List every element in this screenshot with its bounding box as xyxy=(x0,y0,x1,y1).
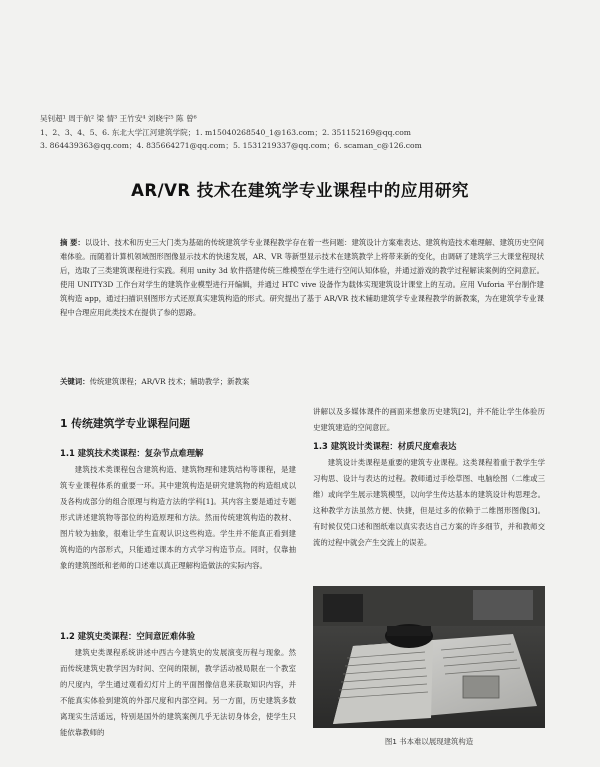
author-block xyxy=(40,112,580,153)
subsection-1-2-body xyxy=(60,645,296,741)
paper-title: AR/VR 技术在建筑学专业课程中的应用研究 xyxy=(131,181,469,200)
author-affiliation: 1、2、3、4、5、6. 东北大学江河建筑学院；1. m15040268540_1@163.com；2. 351152169@qq.com xyxy=(40,127,411,137)
column2-continuation xyxy=(313,404,545,436)
paragraph: 建筑史类课程系统讲述中西古今建筑史的发展演变历程与现象。然而传统建筑史教学因为时间、空间的限制，教学活动被局限在一个教室的尺度内，学生通过观看幻灯片上的平面图像信息来获取知识内容，并不能真实体验到建筑的外部尺度和内部空间。另一方面，历史建筑多数离现实生活遥远，特别是国外的建筑案例几乎无法切身体会，使学生只能依靠教师的 xyxy=(60,648,296,737)
section-heading-1: 1 传统建筑学专业课程问题 xyxy=(60,417,191,430)
figure-photo-image xyxy=(313,586,545,728)
author-emails: 3. 864439363@qq.com；4. 835664271@qq.com；5. 1531219337@qq.com；6. scaman_c@126.com xyxy=(40,141,422,150)
paragraph: 建筑技术类课程包含建筑构造、建筑物理和建筑结构等课程，是建筑专业课程体系的重要一环。其中建筑构造是研究建筑物的构造组成以及各构成部分的组合原理与构造方法的学科[1]。其内容主要是通过专题形式讲述建筑物等部位的构造原理和方法。然而传统建筑构造的教材、图片较为抽象，很难让学生直观认识这些构造。学生并不能真正看到建筑构造的内部形式，只能通过课本的方式学习构造节点。同时，仅靠抽象的建筑图纸和老师的口述难以真正理解构造做法的实际内容。 xyxy=(60,465,296,570)
paragraph: 讲解以及多媒体课件的画面来想象历史建筑[2]，并不能让学生体验历史建筑建造的空间意匠。 xyxy=(313,407,545,432)
keywords-text: 传统建筑课程；AR/VR 技术；辅助教学；新教案 xyxy=(89,377,250,386)
author-names: 吴钊超¹ 周于航² 梁 情³ 王竹安⁴ 刘晓宇⁵ 陈 曾⁶ xyxy=(40,114,197,123)
figure-1 xyxy=(313,586,545,728)
abstract xyxy=(60,236,544,321)
subsection-heading-1-2: 1.2 建筑史类课程：空间意匠难体验 xyxy=(60,631,196,641)
subsection-heading-1-3: 1.3 建筑设计类课程：材质尺度难表达 xyxy=(313,441,457,451)
figure-1-caption: 图1 书本难以展现建筑构造 xyxy=(384,737,474,746)
keywords xyxy=(60,376,544,387)
keywords-label: 关键词： xyxy=(60,377,90,386)
abstract-label: 摘 要： xyxy=(60,238,85,247)
subsection-heading-1-1: 1.1 建筑技术类课程：复杂节点难理解 xyxy=(60,448,204,458)
abstract-text: 以设计、技术和历史三大门类为基础的传统建筑学专业课程教学存在着一些问题：建筑设计方案难表达、建筑构造技术难理解、建筑历史空间难体验。而随着计算机领域图形图像显示技术的快速发展，AR、VR 等新型显示技术在建筑教学上将带来新的变化，由调研了建筑学三大课堂程现状后，选取了三类建筑课程进行实践。利用 unity 3d 软件搭建传统三维模型在学生进行空间认知体验，并通过游戏的教学过程解读案例的空间意匠。使用 UNITY3D 工作台对学生的建筑作业模型进行开编辑，并通过 HTC vive 设备作为载体实现建筑设计课堂上的互动。应用 Vuforia 平台制作建筑构造 app，通过扫描识别图形方式还原真实建筑构造的形式。研究提出了基于 AR/VR 技术辅助建筑学专业课程教学的新教案，为在建筑学专业课程中合理应用此类技术在提供了参的思路。 xyxy=(60,238,544,318)
paragraph: 建筑设计类课程是重要的建筑专业课程。这类课程着重于教学生学习构思、设计与表达的过程。教师通过手绘草图、电脑绘图（二维或三维）或向学生展示建筑模型，以向学生传达基本的建筑设计构思理念。这种教学方法虽然方便、快捷，但是过多的依赖于二维图形图像[3]。有时候仅凭口述和图纸难以真实表达自己方案的许多细节，并和教师交流的过程中就会产生交流上的误差。 xyxy=(313,458,545,547)
subsection-1-1-body xyxy=(60,462,296,574)
subsection-1-3-body xyxy=(313,455,545,551)
